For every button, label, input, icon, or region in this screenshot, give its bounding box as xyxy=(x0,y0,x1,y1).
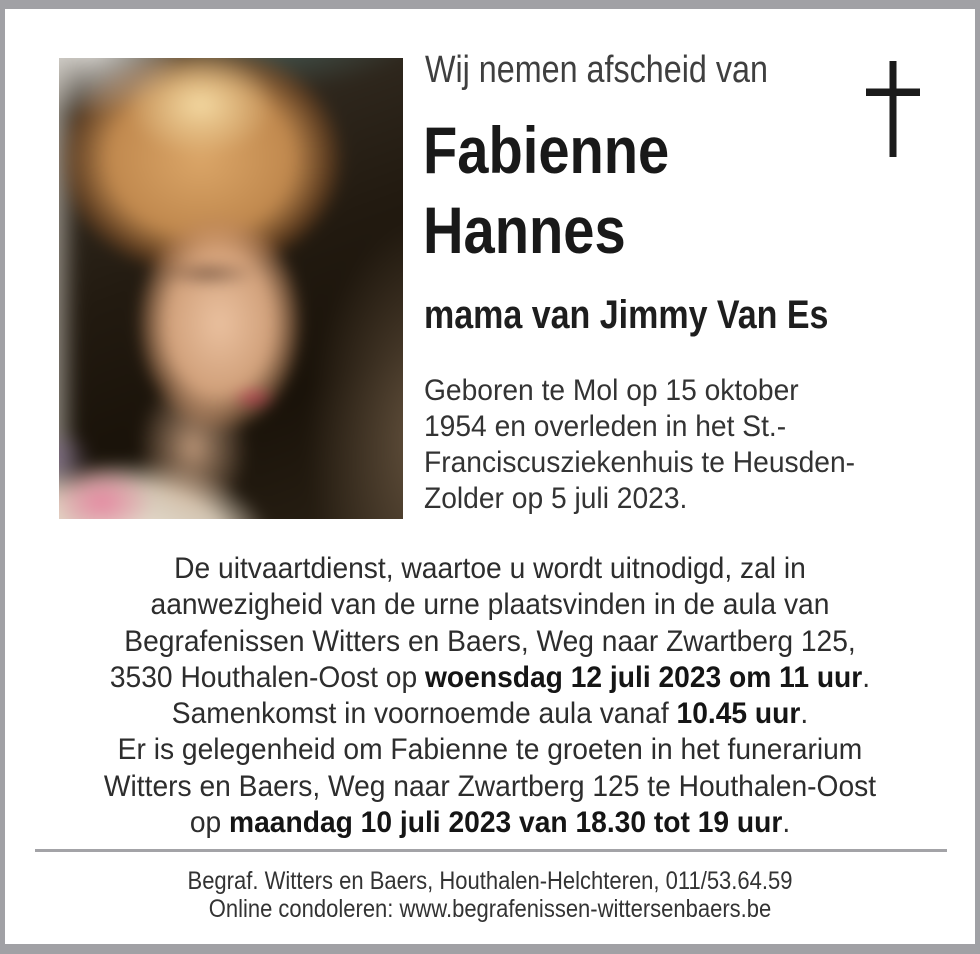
announcement-text: De uitvaartdienst, waartoe u wordt uitnodigd, zal in aanwezigheid van de urne plaatsvinden in de aula van Begrafenissen Witters en Baers, Weg naar Zwartberg 125, 3530 Houthalen-Oost op woensdag 12 juli 2023 om 11 uur. Samenkomst in voornoemde aula vanaf 10.45 uur. Er is gelegenheid om Fabienne te groeten in het funerarium Witters en Baers, Weg naar Zwartberg 125 te Houthalen-Oost op maandag 10 juli 2023 van 18.30 tot 19 uur. xyxy=(103,552,877,840)
intro-text: Wij nemen afscheid van xyxy=(425,49,768,91)
portrait-photo xyxy=(59,58,403,519)
funeral-home-text: Begraf. Witters en Baers, Houthalen-Helchteren, 011/53.64.59 xyxy=(187,867,793,895)
relation-text: mama van Jimmy Van Es xyxy=(424,293,829,337)
latin-cross-icon xyxy=(866,61,920,157)
footer xyxy=(59,867,921,923)
portrait-photo-paint xyxy=(59,58,403,519)
divider-line xyxy=(35,849,947,852)
life-dates-text: Geboren te Mol op 15 oktober 1954 en overleden in het St.- Franciscusziekenhuis te Heusden- Zolder op 5 juli 2023. xyxy=(424,374,856,515)
deceased-name: Fabienne Hannes xyxy=(423,113,670,267)
condolence-website-text: Online condoleren: www.begrafenissen-wittersenbaers.be xyxy=(208,895,772,923)
